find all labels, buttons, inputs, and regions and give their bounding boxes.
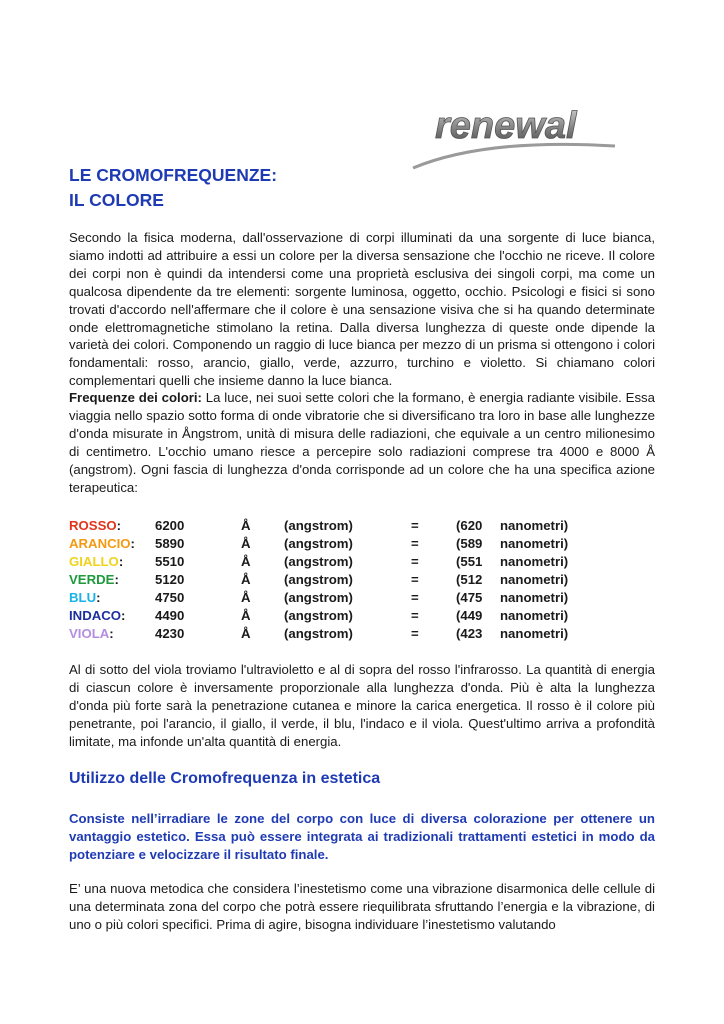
title-line-1: LE CROMOFREQUENZE: <box>69 165 278 185</box>
nanometer-unit: nanometri) <box>500 572 569 587</box>
nanometer-value: (589 <box>456 536 483 551</box>
nanometer-unit: nanometri) <box>500 518 569 533</box>
equals-sign: = <box>411 626 419 641</box>
nanometer-unit: nanometri) <box>500 536 569 551</box>
angstrom-symbol: Å <box>241 518 251 533</box>
equals-sign: = <box>411 590 419 605</box>
color-name: ARANCIO <box>69 536 131 551</box>
color-value: 4490 <box>155 608 185 623</box>
logo-text: renewal <box>435 108 577 147</box>
color-value: 5120 <box>155 572 185 587</box>
highlight-paragraph: Consiste nell’irradiare le zone del corpo con luce di diversa colorazione per ottenere un vantaggio estetico. Essa può essere integrata ai tradizionali trattamenti estetici in modo da potenziare e velocizzare il risultato finale. <box>69 811 655 862</box>
color-name: INDACO <box>69 608 122 623</box>
color-name: GIALLO <box>69 554 119 569</box>
color-name: VERDE <box>69 572 115 587</box>
nanometer-unit: nanometri) <box>500 626 569 641</box>
color-name: BLU <box>69 590 97 605</box>
angstrom-symbol: Å <box>241 536 251 551</box>
equals-sign: = <box>411 518 419 533</box>
nanometer-value: (512 <box>456 572 483 587</box>
color-name: VIOLA <box>69 626 110 641</box>
angstrom-symbol: Å <box>241 626 251 641</box>
color-row: ROSSO: 6200 Å (angstrom) = (620 nanometri) <box>69 518 569 533</box>
angstrom-symbol: Å <box>241 590 251 605</box>
unit-label: (angstrom) <box>284 518 353 533</box>
unit-label: (angstrom) <box>284 626 353 641</box>
unit-label: (angstrom) <box>284 590 353 605</box>
color-row: INDACO: 4490 Å (angstrom) = (449 nanometri) <box>69 608 569 623</box>
color-value: 5510 <box>155 554 185 569</box>
angstrom-symbol: Å <box>241 554 251 569</box>
ultravioletto-paragraph: Al di sotto del viola troviamo l'ultravioletto e al di sopra del rosso l'infrarosso. La quantità di energia di ciascun colore è inversamente proporzionale alla lunghezza d'onda. Più è alta la lunghezza d'onda più forte sarà la penetrazione cutanea e minore la carica energetica. Il rosso è il colore più penetrante, poi l'arancio, il giallo, il verde, il blu, l'indaco e il viola. Quest'ultimo arriva a profondità limitate, ma infonde un'alta quantità di energia. <box>69 662 655 749</box>
color-row: VIOLA: 4230 Å (angstrom) = (423 nanometri) <box>69 626 569 641</box>
nanometer-value: (423 <box>456 626 483 641</box>
angstrom-symbol: Å <box>241 608 251 623</box>
equals-sign: = <box>411 608 419 623</box>
color-row: VERDE: 5120 Å (angstrom) = (512 nanometri) <box>69 572 569 587</box>
frequenze-text: La luce, nei suoi sette colori che la formano, è energia radiante visibile. Essa viaggia nello spazio sotto forma di onde vibratorie che si diversificano tra loro in base alle lunghezze d'onda misurate in Ångstrom, unità di misura delle radiazioni, che equivale a un centro milionesimo di centimetro. L'occhio umano riesce a percepire solo radiazioni comprese tra 4000 e 8000 Å (angstrom). Ogni fascia di lunghezza d'onda corrisponde ad un colore che ha una specifica azione terapeutica: <box>69 390 655 495</box>
nanometer-unit: nanometri) <box>500 590 569 605</box>
intro-paragraph: Secondo la fisica moderna, dall'osservazione di corpi illuminati da una sorgente di luce bianca, siamo indotti ad attribuire a essi un colore per la diversa sensazione che l'occhio ne riceve. Il colore dei corpi non è quindi da intendersi come una proprietà esclusiva dei singoli corpi, ma come un qualcosa dipendente da tre elementi: sorgente luminosa, oggetto, occhio. Psicologi e fisici si sono trovati d'accordo nell'affermare che il colore è una sensazione visiva che si ha quando determinate onde elettromagnetiche stimolano la retina. Dalla diversa lunghezza di queste onde dipende la varietà dei colori. Componendo un raggio di luce bianca per mezzo di un prisma si ottengono i colori fondamentali: rosso, arancio, giallo, verde, azzurro, turchino e violetto. Si chiamano colori complementari quelli che insieme danno la luce bianca. <box>69 230 655 389</box>
frequenze-paragraph <box>69 389 655 496</box>
color-value: 5890 <box>155 536 185 551</box>
section-heading: Utilizzo delle Cromofrequenza in estetica <box>69 770 381 787</box>
color-value: 4230 <box>155 626 185 641</box>
nanometer-unit: nanometri) <box>500 608 569 623</box>
equals-sign: = <box>411 572 419 587</box>
unit-label: (angstrom) <box>284 536 353 551</box>
nanometer-value: (620 <box>456 518 483 533</box>
color-value: 4750 <box>155 590 185 605</box>
nanometer-unit: nanometri) <box>500 554 569 569</box>
renewal-logo <box>405 108 620 172</box>
unit-label: (angstrom) <box>284 554 353 569</box>
color-row: ARANCIO: 5890 Å (angstrom) = (589 nanometri) <box>69 536 569 551</box>
method-paragraph: E’ una nuova metodica che considera l’inestetismo come una vibrazione disarmonica delle cellule di una determinata zona del corpo che potrà essere riequilibrata sfruttando l’energia e la vibrazione, di uno o più colori specifici. Prima di agire, bisogna individuare l’inestetismo valutando <box>69 881 655 932</box>
angstrom-symbol: Å <box>241 572 251 587</box>
color-frequency-table <box>69 517 655 643</box>
page-title <box>69 163 277 213</box>
equals-sign: = <box>411 554 419 569</box>
nanometer-value: (449 <box>456 608 483 623</box>
nanometer-value: (475 <box>456 590 483 605</box>
frequenze-label: Frequenze dei colori: <box>69 390 202 405</box>
color-row: GIALLO: 5510 Å (angstrom) = (551 nanometri) <box>69 554 569 569</box>
title-line-2: IL COLORE <box>69 190 164 210</box>
nanometer-value: (551 <box>456 554 483 569</box>
color-name: ROSSO <box>69 518 117 533</box>
equals-sign: = <box>411 536 419 551</box>
unit-label: (angstrom) <box>284 572 353 587</box>
color-value: 6200 <box>155 518 185 533</box>
unit-label: (angstrom) <box>284 608 353 623</box>
color-row: BLU: 4750 Å (angstrom) = (475 nanometri) <box>69 590 569 605</box>
